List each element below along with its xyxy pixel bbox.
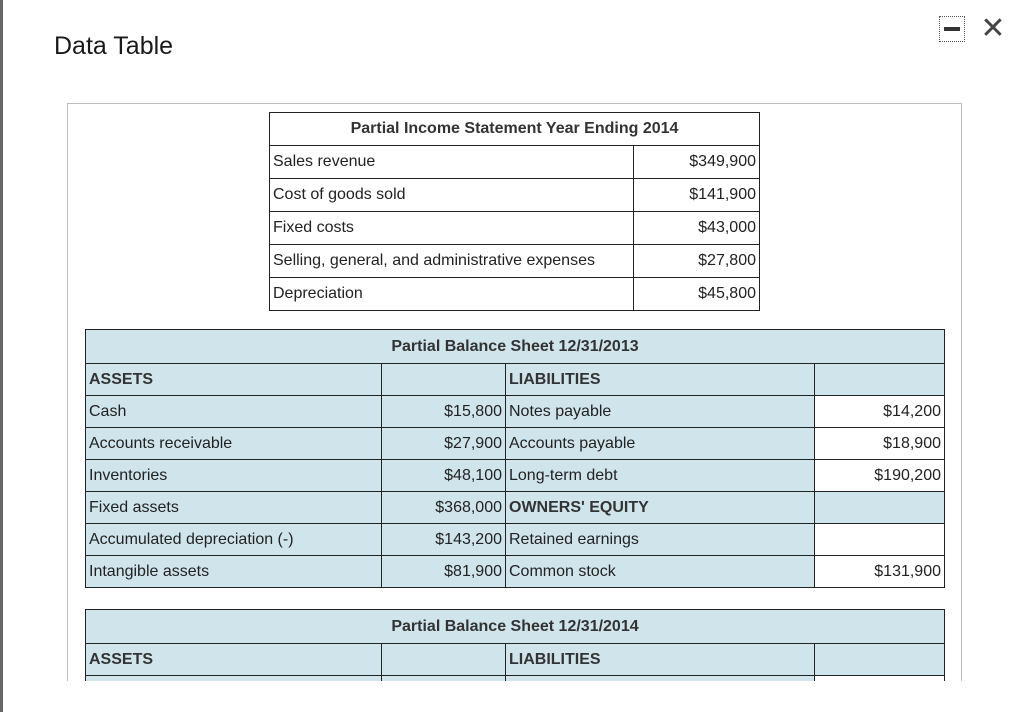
table-row	[270, 278, 760, 311]
assets-header: ASSETS	[86, 644, 382, 676]
data-table-scroll-area[interactable]	[67, 103, 962, 681]
window-edge	[0, 0, 3, 712]
balance-sheet-2014-title: Partial Balance Sheet 12/31/2014	[86, 610, 945, 644]
table-row	[86, 556, 945, 588]
liability-value: $190,200	[815, 460, 945, 492]
close-button[interactable]	[980, 11, 1006, 46]
asset-label: Accumulated depreciation (-)	[86, 524, 382, 556]
row-label: Depreciation	[270, 278, 634, 311]
asset-value: $27,900	[382, 428, 506, 460]
income-statement-title: Partial Income Statement Year Ending 2014	[270, 113, 760, 146]
table-row	[86, 676, 945, 682]
owners-equity-header: OWNERS' EQUITY	[506, 492, 815, 524]
table-row	[86, 460, 945, 492]
asset-label: Cash	[86, 396, 382, 428]
liability-value: $14,200	[815, 396, 945, 428]
liability-label: Accounts payable	[506, 428, 815, 460]
liability-label: Retained earnings	[506, 524, 815, 556]
asset-label: Inventories	[86, 460, 382, 492]
balance-sheet-2013-table	[85, 329, 945, 588]
liability-label: Long-term debt	[506, 460, 815, 492]
minimize-icon	[944, 27, 960, 31]
row-label: Fixed costs	[270, 212, 634, 245]
asset-value: $143,200	[382, 524, 506, 556]
asset-label: Fixed assets	[86, 492, 382, 524]
asset-label: Intangible assets	[86, 556, 382, 588]
row-value: $27,800	[634, 245, 760, 278]
table-row	[86, 644, 945, 676]
liabilities-header: LIABILITIES	[506, 644, 815, 676]
liabilities-header: LIABILITIES	[506, 364, 815, 396]
table-row	[86, 492, 945, 524]
minimize-button[interactable]	[939, 16, 965, 42]
table-row	[86, 364, 945, 396]
assets-header: ASSETS	[86, 364, 382, 396]
asset-value: $81,900	[382, 556, 506, 588]
balance-sheet-2013-title: Partial Balance Sheet 12/31/2013	[86, 330, 945, 364]
row-label: Cost of goods sold	[270, 179, 634, 212]
table-row	[86, 396, 945, 428]
row-value: $349,900	[634, 146, 760, 179]
liability-value	[815, 492, 945, 524]
close-icon: ✕	[980, 11, 1006, 46]
table-row	[86, 428, 945, 460]
asset-label: Accounts receivable	[86, 428, 382, 460]
table-row	[86, 524, 945, 556]
row-label: Selling, general, and administrative expenses	[270, 245, 634, 278]
table-row	[270, 212, 760, 245]
asset-value: $368,000	[382, 492, 506, 524]
asset-value: $15,800	[382, 396, 506, 428]
row-value: $43,000	[634, 212, 760, 245]
liability-value: $18,900	[815, 428, 945, 460]
income-statement-table	[269, 112, 760, 311]
asset-value: $48,100	[382, 460, 506, 492]
table-row	[270, 146, 760, 179]
liability-value: $131,900	[815, 556, 945, 588]
liability-label: Notes payable	[506, 396, 815, 428]
liability-value	[815, 524, 945, 556]
row-value: $45,800	[634, 278, 760, 311]
balance-sheet-2014-table	[85, 609, 945, 681]
table-row	[270, 245, 760, 278]
row-label: Sales revenue	[270, 146, 634, 179]
row-value: $141,900	[634, 179, 760, 212]
table-row	[270, 179, 760, 212]
dialog-title: Data Table	[54, 32, 174, 60]
liability-label: Common stock	[506, 556, 815, 588]
